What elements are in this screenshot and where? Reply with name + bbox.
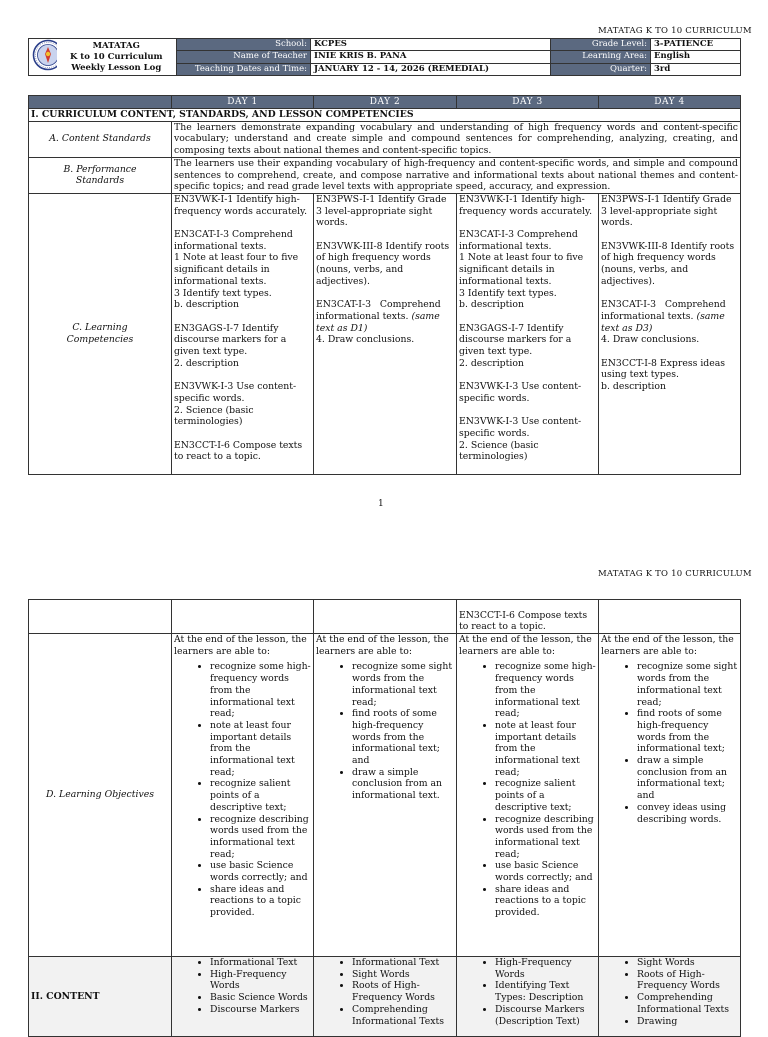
objective-item: • use basic Science words correctly; and xyxy=(210,860,311,883)
carry-blank-day-4 xyxy=(599,600,741,634)
content-day-3 xyxy=(457,957,599,1037)
objectives-intro-day-2: At the end of the lesson, the learners are able to: xyxy=(316,634,449,657)
objective-item: • recognize salient points of a descriptive text; xyxy=(495,778,596,813)
content-day-2 xyxy=(314,957,457,1037)
objectives-list-day-1 xyxy=(174,661,311,918)
content-day-1 xyxy=(172,957,314,1037)
competencies-day-1 xyxy=(172,193,314,474)
content-item: • Identifying Text Types: Description xyxy=(495,980,596,1003)
carry-blank-day-2 xyxy=(314,600,457,634)
teacher-value: INIE KRIS B. PAÑA xyxy=(311,51,551,63)
day-2-header: DAY 2 xyxy=(314,96,457,109)
carry-day-3-text: EN3CCT-I-6 Compose texts to react to a topic. xyxy=(459,609,588,633)
objective-item: • recognize some sight words from the informational text read; xyxy=(637,661,738,708)
competencies-day-4-part-a: EN3PWS-I-1 Identify Grade 3 level-appropriate sight words. EN3VWK-III-8 Identify roots of high frequency words (nouns, verbs, and adjectives). EN3CAT-I-3 Comprehend informational texts. xyxy=(601,193,735,322)
content-list-day-4 xyxy=(601,957,738,1027)
grade-label: Grade Level: xyxy=(551,39,651,51)
content-standards-label: A. Content Standards xyxy=(29,121,172,157)
content-item: • Comprehending Informational Texts xyxy=(637,992,738,1015)
header-table xyxy=(28,38,741,76)
objectives-intro-day-3: At the end of the lesson, the learners are able to: xyxy=(459,634,592,657)
quarter-value: 3rd xyxy=(651,63,741,75)
objective-item: • recognize some sight words from the informational text read; xyxy=(352,661,454,708)
objective-item: • recognize some high-frequency words from the informational text read; xyxy=(210,661,311,720)
dates-label: Teaching Dates and Time: xyxy=(177,63,311,75)
carry-blank-day-1 xyxy=(172,600,314,634)
objective-item: • draw a simple conclusion from an informational text; and xyxy=(637,755,738,802)
content-item: • Informational Text xyxy=(210,957,311,969)
content-item: • Basic Science Words xyxy=(210,992,311,1004)
content-item: • Roots of High-Frequency Words xyxy=(352,980,454,1003)
day-header-blank xyxy=(29,96,172,109)
performance-standards-label xyxy=(29,157,172,193)
school-label: School: xyxy=(177,39,311,51)
page-number: 1 xyxy=(378,499,384,509)
objective-item: • find roots of some high-frequency words from the informational text; and xyxy=(352,708,454,767)
objective-item: • recognize describing words used from the informational text read; xyxy=(495,814,596,861)
teacher-label: Name of Teacher xyxy=(177,51,311,63)
same-text-note-day-2: (same text as D1) xyxy=(316,310,443,334)
content-day-4 xyxy=(599,957,741,1037)
content-item: • Roots of High-Frequency Words xyxy=(637,969,738,992)
day-3-header: DAY 3 xyxy=(457,96,599,109)
objective-item: • share ideas and reactions to a topic provided. xyxy=(495,884,596,919)
objectives-list-day-2 xyxy=(316,661,454,801)
objectives-intro-day-1: At the end of the lesson, the learners are able to: xyxy=(174,634,307,657)
content-item: • Discourse Markers (Description Text) xyxy=(495,1004,596,1027)
objective-item: • recognize salient points of a descriptive text; xyxy=(210,778,311,813)
day-4-header: DAY 4 xyxy=(599,96,741,109)
competencies-day-3 xyxy=(457,193,599,474)
objective-item: • use basic Science words correctly; and xyxy=(495,860,596,883)
objective-item: • draw a simple conclusion from an informational text. xyxy=(352,767,454,802)
curriculum-label: MATATAG K TO 10 CURRICULUM xyxy=(598,26,752,36)
same-text-note-day-4: (same text as D3) xyxy=(601,310,728,334)
title-line-2: K to 10 Curriculum xyxy=(69,51,163,62)
content-standards-text: The learners demonstrate expanding vocabulary and understanding of high frequency words and content-specific vocabulary; understand and create simple and compound sentences for comprehending, analyzing, creating, and composing texts about national themes and content-specific topics. xyxy=(172,121,741,157)
objectives-list-day-4 xyxy=(601,661,738,825)
performance-label-line-1: B. Performance xyxy=(63,163,137,175)
content-item: • High-Frequency Words xyxy=(495,957,596,980)
objective-item: • find roots of some high-frequency words from the informational text; xyxy=(637,708,738,755)
objective-item: • note at least four important details from the informational text read; xyxy=(495,720,596,779)
learning-competencies-label xyxy=(29,193,172,474)
objectives-day-3 xyxy=(457,634,599,957)
content-item: • Drawing xyxy=(637,1016,738,1028)
competencies-day-2-text xyxy=(316,194,454,346)
content-list-day-2 xyxy=(316,957,454,1027)
content-item: • Sight Words xyxy=(637,957,738,969)
objectives-intro-day-4: At the end of the lesson, the learners are able to: xyxy=(601,634,734,657)
day-1-header: DAY 1 xyxy=(172,96,314,109)
lesson-log-table-page-2 xyxy=(28,599,741,1037)
section-1-heading: I. CURRICULUM CONTENT, STANDARDS, AND LESSON COMPETENCIES xyxy=(29,109,741,122)
competencies-day-4 xyxy=(599,193,741,474)
learning-area-value: English xyxy=(651,51,741,63)
competencies-day-2 xyxy=(314,193,457,474)
objective-item: • convey ideas using describing words. xyxy=(637,802,738,825)
competencies-label-line-1: C. Learning xyxy=(72,322,128,334)
competencies-label-line-2: Competencies xyxy=(66,333,134,345)
content-item: • Informational Text xyxy=(352,957,454,969)
objective-item: • note at least four important details from the informational text read; xyxy=(210,720,311,779)
content-list-day-3 xyxy=(459,957,596,1027)
lesson-log-table xyxy=(28,95,741,475)
carry-blank-label xyxy=(29,600,172,634)
competencies-day-1-text: EN3VWK-I-1 Identify high-frequency words accurately. EN3CAT-I-3 Comprehend informational texts. 1 Note at least four to five significant details in informational texts. 3 Identify text types. b. description EN3GAGS-I-7 Identify discourse markers for a given text type. 2. description EN3VWK-I-3 Use content-specific words. 2. Science (basic terminologies) EN3CCT-I-6 Compose texts to react to a topic. xyxy=(174,193,308,463)
dates-value: JANUARY 12 - 14, 2026 (REMEDIAL) xyxy=(311,63,551,75)
content-list-day-1 xyxy=(174,957,311,1016)
objective-item: • share ideas and reactions to a topic provided. xyxy=(210,884,311,919)
deped-seal xyxy=(29,39,57,76)
title-line-1: MATATAG xyxy=(92,40,140,51)
content-item: • Comprehending Informational Texts xyxy=(352,1004,454,1027)
deped-seal-icon xyxy=(32,39,57,71)
competencies-day-4-part-b: 4. Draw conclusions. EN3CCT-I-8 Express ideas using text types. b. description xyxy=(601,334,726,393)
content-item: • High-Frequency Words xyxy=(210,969,311,992)
curriculum-label-page-2: MATATAG K TO 10 CURRICULUM xyxy=(598,569,752,579)
school-value: KCPES xyxy=(311,39,551,51)
competencies-day-3-text: EN3VWK-I-1 Identify high-frequency words accurately. EN3CAT-I-3 Comprehend informational texts. 1 Note at least four to five significant details in informational texts. 3 Identify text types. b. description EN3GAGS-I-7 Identify discourse markers for a given text type. 2. description EN3VWK-I-3 Use content-specific words. EN3VWK-I-3 Use content-specific words. 2. Science (basic terminologies) xyxy=(459,193,593,463)
quarter-label: Quarter: xyxy=(551,63,651,75)
objectives-day-2 xyxy=(314,634,457,957)
document-title xyxy=(57,39,177,76)
competencies-day-2-part-b: 4. Draw conclusions. xyxy=(316,334,415,346)
objectives-list-day-3 xyxy=(459,661,596,918)
grade-value: 3-PATIENCE xyxy=(651,39,741,51)
content-item: • Sight Words xyxy=(352,969,454,981)
carry-day-3 xyxy=(457,600,599,634)
performance-label-line-2: Standards xyxy=(75,175,125,187)
objective-item: • recognize describing words used from the informational text read; xyxy=(210,814,311,861)
content-section-label: II. CONTENT xyxy=(29,957,172,1037)
objectives-day-1 xyxy=(172,634,314,957)
title-line-3: Weekly Lesson Log xyxy=(71,62,162,73)
objectives-day-4 xyxy=(599,634,741,957)
performance-standards-text: The learners use their expanding vocabulary of high-frequency and content-specific words, and simple and compound sentences to comprehend, create, and compose narrative and informational texts about national themes and content-specific topics; and read grade level texts with appropriate speed, accuracy, and expression. xyxy=(172,157,741,193)
content-item: • Discourse Markers xyxy=(210,1004,311,1016)
objective-item: • recognize some high-frequency words from the informational text read; xyxy=(495,661,596,720)
learning-area-label: Learning Area: xyxy=(551,51,651,63)
competencies-day-4-text xyxy=(601,194,738,393)
learning-objectives-label: D. Learning Objectives xyxy=(29,634,172,957)
competencies-day-2-part-a: EN3PWS-I-1 Identify Grade 3 level-appropriate sight words. EN3VWK-III-8 Identify roots of high frequency words (nouns, verbs, and adjectives). EN3CAT-I-3 Comprehend informational texts. xyxy=(316,193,450,322)
